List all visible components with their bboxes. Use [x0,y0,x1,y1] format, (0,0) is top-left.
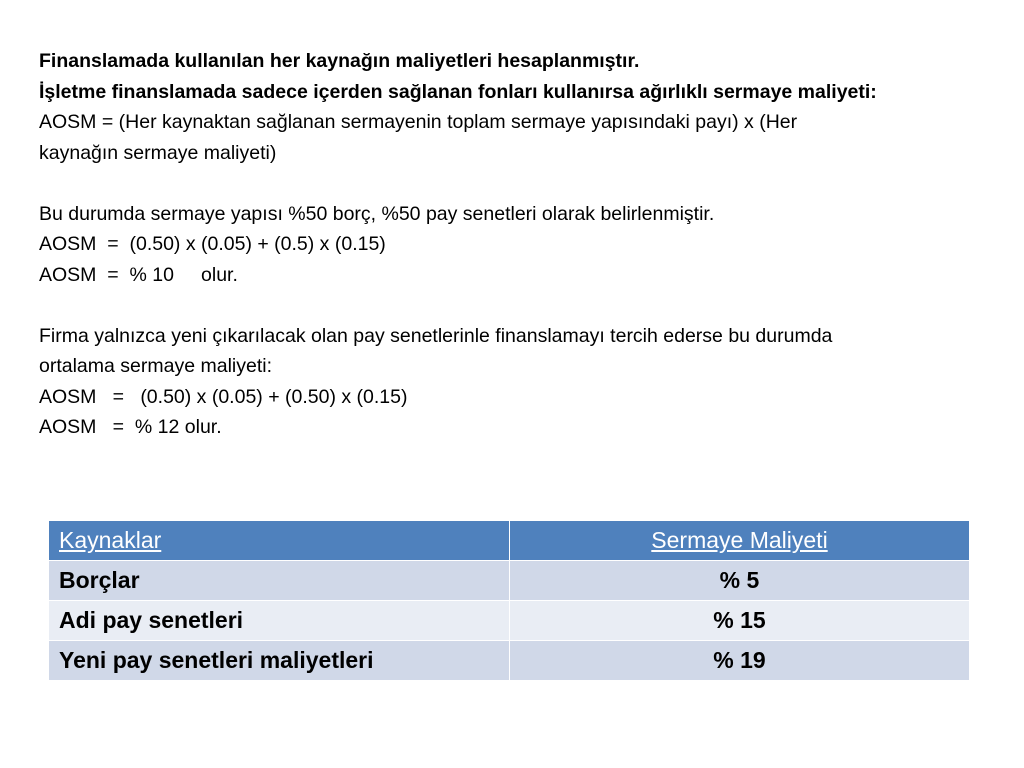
cost-cell: % 15 [510,601,970,641]
case2-line-2: ortalama sermaye maliyeti: [39,355,272,377]
cost-cell: % 19 [510,641,970,681]
case2-line-3: AOSM = (0.50) x (0.05) + (0.50) x (0.15) [39,385,408,408]
case1-line-3: AOSM = % 10 olur. [39,263,238,286]
table-header-row [49,521,970,561]
table-row [49,641,970,681]
header-sources: Kaynaklar [49,521,510,561]
heading-costs-calculated: Finanslamada kullanılan her kaynağın maliyetleri hesaplanmıştır. [39,50,640,72]
source-cell: Borçlar [49,561,510,601]
case2-line-1: Firma yalnızca yeni çıkarılacak olan pay senetlerinle finanslamayı tercih ederse bu durumda [39,324,833,347]
slide-text [39,46,999,443]
case1-line-2: AOSM = (0.50) x (0.05) + (0.5) x (0.15) [39,233,386,255]
header-capital-cost: Sermaye Maliyeti [510,521,970,561]
formula-line-1: AOSM = (Her kaynaktan sağlanan sermayenin toplam sermaye yapısındaki payı) x (Her [39,111,798,133]
cost-cell: % 5 [510,561,970,601]
capital-cost-table [48,520,970,681]
source-cell: Yeni pay senetleri maliyetleri [49,641,510,681]
formula-line-2: kaynağın sermaye maliyeti) [39,141,277,164]
table-row [49,601,970,641]
spacer [39,168,999,199]
spacer [39,290,999,321]
source-cell: Adi pay senetleri [49,601,510,641]
heading-internal-funds: İşletme finanslamada sadece içerden sağlanan fonları kullanırsa ağırlıklı sermaye maliyeti: [39,80,877,103]
table-row [49,561,970,601]
case2-line-4: AOSM = % 12 olur. [39,416,222,438]
case1-line-1: Bu durumda sermaye yapısı %50 borç, %50 pay senetleri olarak belirlenmiştir. [39,202,715,225]
